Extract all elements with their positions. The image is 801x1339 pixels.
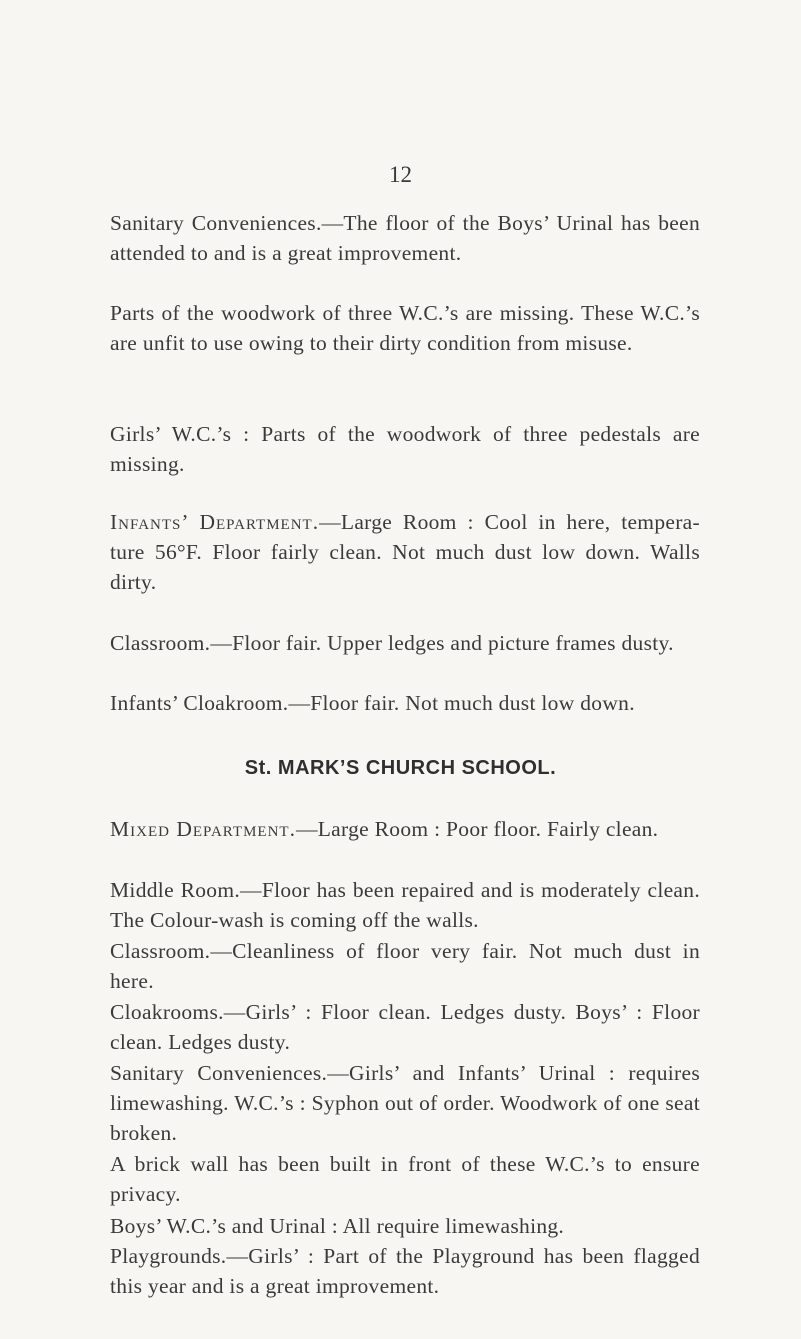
infants-department-text: —Large Room : Cool in here, tempera- ture 56°F. Floor fairly clean. Not much dust low down. Walls dirty. bbox=[110, 510, 700, 594]
paragraph-infants-classroom: Classroom.—Floor fair. Upper ledges and picture frames dusty. bbox=[110, 631, 674, 655]
paragraph-sanitary-conveniences: Sanitary Conveniences.—The floor of the Boys’ Urinal has been attended to and is a great improvement. bbox=[110, 211, 700, 265]
mixed-department-lead: Mixed Department. bbox=[110, 817, 296, 841]
paragraph-classroom: Classroom.—Cleanliness of floor very fair. Not much dust in here. bbox=[110, 939, 700, 993]
infants-department-lead: Infants’ Department. bbox=[110, 510, 320, 534]
paragraph-sanitary-girls-infants: Sanitary Conveniences.—Girls’ and Infants’ Urinal : requires limewashing. W.C.’s : Syphon out of order. Woodwork of one seat broken. bbox=[110, 1061, 700, 1145]
paragraph-cloakrooms: Cloakrooms.—Girls’ : Floor clean. Ledges dusty. Boys’ : Floor clean. Ledges dusty. bbox=[110, 1000, 700, 1054]
page-number: 12 bbox=[389, 162, 412, 187]
paragraph-girls-wcs: Girls’ W.C.’s : Parts of the woodwork of three pedestals are missing. bbox=[110, 422, 700, 476]
paragraph-woodwork-missing: Parts of the woodwork of three W.C.’s are missing. These W.C.’s are unfit to use owing to their dirty condition from misuse. bbox=[110, 301, 700, 355]
paragraph-brick-wall: A brick wall has been built in front of these W.C.’s to ensure privacy. bbox=[110, 1152, 700, 1206]
mixed-department-text: —Large Room : Poor floor. Fairly clean. bbox=[295, 817, 659, 841]
paragraph-middle-room: Middle Room.—Floor has been repaired and is moderately clean. The Colour-wash is coming off the walls. bbox=[110, 878, 700, 932]
section-heading: St. MARK’S CHURCH SCHOOL. bbox=[244, 757, 557, 779]
paragraph-playgrounds: Playgrounds.—Girls’ : Part of the Playground has been flagged this year and is a great improvement. bbox=[110, 1244, 700, 1298]
paragraph-boys-wcs: Boys’ W.C.’s and Urinal : All require limewashing. bbox=[110, 1214, 565, 1238]
paragraph-infants-department bbox=[110, 507, 700, 597]
paragraph-infants-cloakroom: Infants’ Cloakroom.—Floor fair. Not much dust low down. bbox=[110, 691, 635, 715]
paragraph-mixed-department bbox=[110, 814, 700, 844]
